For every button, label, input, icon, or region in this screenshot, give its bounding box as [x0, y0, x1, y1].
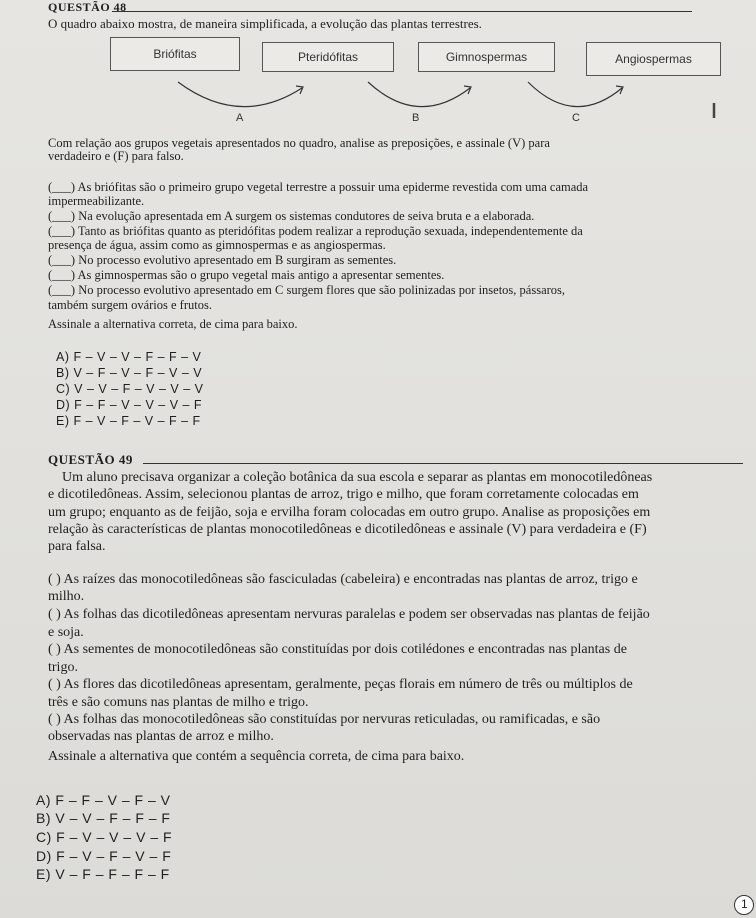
- q49-option-c[interactable]: C) F – V – V – V – F: [36, 829, 173, 845]
- q49-statement-line: ( ) As flores das dicotiledôneas apresentam, geralmente, peças florais em número de três ou múltiplos de: [48, 677, 633, 692]
- arrow-label-b: B: [412, 112, 420, 124]
- q48-option-a[interactable]: A) F – V – V – F – F – V: [56, 350, 202, 364]
- q48-statement-line: (___) As gimnospermas são o grupo vegetal mais antigo a apresentar sementes.: [48, 268, 445, 282]
- q49-intro-line: para falsa.: [48, 539, 106, 554]
- q48-option-d[interactable]: D) F – F – V – V – V – F: [56, 398, 203, 412]
- q49-statement-line: trigo.: [48, 660, 78, 675]
- group-box-angiospermas: Angiospermas: [586, 42, 721, 76]
- page-number-badge: 1: [734, 895, 754, 915]
- evolution-arrows: [0, 0, 756, 130]
- q48-statement-line: (___) No processo evolutivo apresentado em B surgiram as sementes.: [48, 253, 397, 267]
- q48-prompt-line: verdadeiro e (F) para falso.: [48, 149, 184, 163]
- q48-instruction: Assinale a alternativa correta, de cima para baixo.: [48, 317, 298, 331]
- q49-option-e[interactable]: E) V – F – F – F – F: [36, 866, 170, 882]
- q49-statement-line: ( ) As raízes das monocotiledôneas são fasciculadas (cabeleira) e encontradas nas plantas de arroz, trigo e: [48, 572, 638, 587]
- question-48-intro: O quadro abaixo mostra, de maneira simplificada, a evolução das plantas terrestres.: [48, 16, 482, 31]
- q48-statement-line: (___) As briófitas são o primeiro grupo vegetal terrestre a possuir uma epiderme revestida com uma camada: [48, 180, 589, 194]
- q48-statement-line: presença de água, assim como as gimnospermas e as angiospermas.: [48, 238, 386, 252]
- q48-statement-line: (___) Tanto as briófitas quanto as pteridófitas podem realizar a reprodução sexuada, independentemente da: [48, 224, 583, 238]
- arrow-a: [178, 82, 302, 107]
- q49-intro-line: Um aluno precisava organizar a coleção botânica da sua escola e separar as plantas em monocotiledôneas: [62, 470, 653, 485]
- q48-statement-line: (___) No processo evolutivo apresentado em C surgem flores que são polinizadas por insetos, pássaros,: [48, 283, 566, 297]
- q49-statement-line: observadas nas plantas de arroz e milho.: [48, 729, 274, 744]
- q49-option-d[interactable]: D) F – V – F – V – F: [36, 848, 172, 864]
- q48-option-e[interactable]: E) F – V – F – V – F – F: [56, 414, 201, 428]
- q48-statement-line: também surgem ovários e frutos.: [48, 298, 212, 312]
- group-box-briofitas: Briófitas: [110, 37, 240, 71]
- q49-statement-line: ( ) As sementes de monocotiledôneas são constituídas por dois cotilédones e encontradas nas plantas de: [48, 642, 627, 657]
- arrow-label-a: A: [236, 112, 244, 124]
- group-box-pteridofitas: Pteridófitas: [262, 42, 394, 72]
- q49-intro-line: relação às características de plantas monocotiledôneas e dicotiledôneas e assinale (V) para verdadeira e (F): [48, 522, 647, 537]
- group-box-gimnospermas: Gimnospermas: [418, 42, 555, 72]
- arrow-c: [528, 82, 622, 107]
- q49-statement-line: ( ) As folhas das monocotiledôneas são constituídas por nervuras reticuladas, ou ramificadas, e são: [48, 712, 601, 727]
- q49-statement-line: ( ) As folhas das dicotiledôneas apresentam nervuras paralelas e podem ser observadas nas plantas de feijão: [48, 607, 650, 622]
- q48-option-c[interactable]: C) V – V – F – V – V – V: [56, 382, 204, 396]
- question-49-header: QUESTÃO 49: [48, 452, 133, 467]
- q49-instruction: Assinale a alternativa que contém a sequência correta, de cima para baixo.: [48, 749, 465, 764]
- q49-option-b[interactable]: B) V – V – F – F – F: [36, 810, 171, 826]
- q49-statement-line: e soja.: [48, 625, 84, 640]
- q48-statement-line: impermeabilizante.: [48, 194, 145, 208]
- header-rule: [143, 463, 743, 464]
- q48-prompt-line: Com relação aos grupos vegetais apresentados no quadro, analise as preposições, e assinale (V) para: [48, 136, 550, 150]
- q49-statement-line: milho.: [48, 589, 85, 604]
- arrow-label-c: C: [572, 112, 580, 124]
- q49-intro-line: um grupo; enquanto as de feijão, soja e ervilha foram colocadas em outro grupo. Analise as proposições em: [48, 505, 651, 520]
- q49-option-a[interactable]: A) F – F – V – F – V: [36, 792, 171, 808]
- arrow-b: [368, 82, 470, 107]
- question-48-header: QUESTÃO 48: [48, 0, 127, 14]
- q48-statement-line: (___) Na evolução apresentada em A surgem os sistemas condutores de seiva bruta e a elaborada.: [48, 209, 535, 223]
- q48-option-b[interactable]: B) V – F – V – F – V – V: [56, 366, 203, 380]
- q49-intro-line: e dicotiledôneas. Assim, selecionou plantas de arroz, trigo e milho, que foram corretamente colocadas em: [48, 487, 639, 502]
- q49-statement-line: três e são comuns nas plantas de milho e trigo.: [48, 695, 309, 710]
